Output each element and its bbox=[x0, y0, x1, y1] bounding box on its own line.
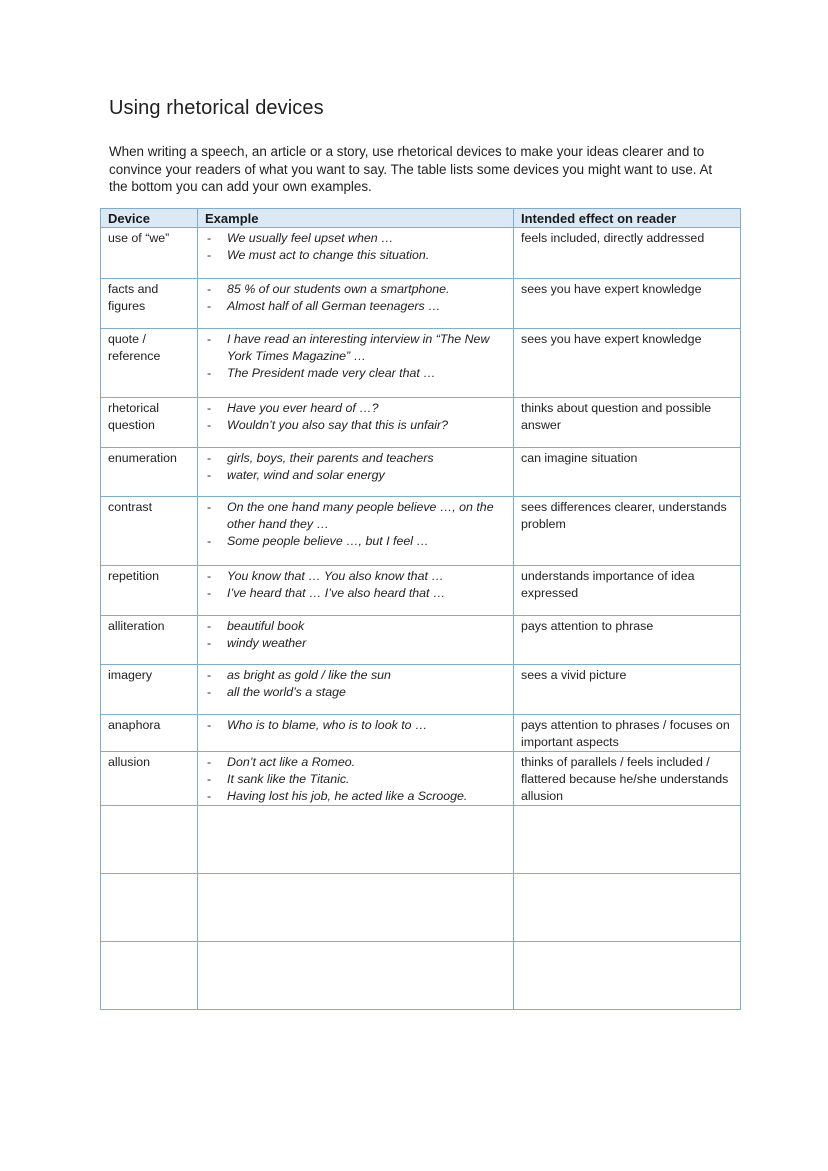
effect-cell: sees you have expert knowledge bbox=[514, 329, 741, 398]
effect-cell: sees you have expert knowledge bbox=[514, 279, 741, 329]
empty-effect-cell bbox=[514, 874, 741, 942]
device-cell: alliteration bbox=[101, 616, 198, 665]
example-cell bbox=[198, 329, 514, 398]
example-item: - Having lost his job, he acted like a Scrooge. bbox=[205, 788, 507, 805]
effect-cell: feels included, directly addressed bbox=[514, 228, 741, 279]
example-item: - water, wind and solar energy bbox=[205, 467, 507, 484]
device-cell: facts and figures bbox=[101, 279, 198, 329]
table-row bbox=[101, 228, 741, 279]
table-row bbox=[101, 279, 741, 329]
empty-row bbox=[101, 806, 741, 874]
rhetorical-devices-table bbox=[100, 208, 741, 1010]
table-row bbox=[101, 715, 741, 752]
example-item: - 85 % of our students own a smartphone. bbox=[205, 281, 507, 298]
empty-row bbox=[101, 874, 741, 942]
example-item: - I’ve heard that … I’ve also heard that … bbox=[205, 585, 507, 602]
example-item: - as bright as gold / like the sun bbox=[205, 667, 507, 684]
empty-example-cell bbox=[198, 942, 514, 1010]
example-item: - We usually feel upset when … bbox=[205, 230, 507, 247]
example-item: - Wouldn’t you also say that this is unfair? bbox=[205, 417, 507, 434]
effect-cell: sees differences clearer, understands problem bbox=[514, 497, 741, 566]
example-item: - The President made very clear that … bbox=[205, 365, 507, 382]
table-row bbox=[101, 448, 741, 497]
table-row bbox=[101, 398, 741, 448]
effect-cell: can imagine situation bbox=[514, 448, 741, 497]
example-item: - I have read an interesting interview in “The New York Times Magazine” … bbox=[205, 331, 507, 365]
example-item: - all the world’s a stage bbox=[205, 684, 507, 701]
table-row bbox=[101, 665, 741, 715]
device-cell: enumeration bbox=[101, 448, 198, 497]
example-item: - Who is to blame, who is to look to … bbox=[205, 717, 507, 734]
header-device: Device bbox=[101, 209, 198, 228]
device-cell: contrast bbox=[101, 497, 198, 566]
intro-paragraph: When writing a speech, an article or a story, use rhetorical devices to make your ideas clearer and to convince your readers of what you want to say. The table lists some devices you might want to use. At the bottom you can add your own examples. bbox=[109, 144, 713, 195]
effect-cell: sees a vivid picture bbox=[514, 665, 741, 715]
empty-row bbox=[101, 942, 741, 1010]
header-example: Example bbox=[198, 209, 514, 228]
example-item: - Almost half of all German teenagers … bbox=[205, 298, 507, 315]
table-row bbox=[101, 329, 741, 398]
example-item: - On the one hand many people believe …, on the other hand they … bbox=[205, 499, 507, 533]
device-cell: imagery bbox=[101, 665, 198, 715]
table-row bbox=[101, 497, 741, 566]
empty-device-cell bbox=[101, 806, 198, 874]
example-cell bbox=[198, 566, 514, 616]
example-item: - beautiful book bbox=[205, 618, 507, 635]
example-cell bbox=[198, 448, 514, 497]
example-item: - girls, boys, their parents and teachers bbox=[205, 450, 507, 467]
example-item: - We must act to change this situation. bbox=[205, 247, 507, 264]
table-row bbox=[101, 566, 741, 616]
device-cell: repetition bbox=[101, 566, 198, 616]
example-item: - You know that … You also know that … bbox=[205, 568, 507, 585]
effect-cell: pays attention to phrase bbox=[514, 616, 741, 665]
example-item: - Some people believe …, but I feel … bbox=[205, 533, 507, 550]
example-cell bbox=[198, 616, 514, 665]
example-item: - It sank like the Titanic. bbox=[205, 771, 507, 788]
effect-cell: understands importance of idea expressed bbox=[514, 566, 741, 616]
empty-example-cell bbox=[198, 874, 514, 942]
page-title: Using rhetorical devices bbox=[109, 97, 324, 119]
device-cell: quote / reference bbox=[101, 329, 198, 398]
example-cell bbox=[198, 398, 514, 448]
empty-device-cell bbox=[101, 942, 198, 1010]
device-cell: allusion bbox=[101, 752, 198, 806]
effect-cell: pays attention to phrases / focuses on important aspects bbox=[514, 715, 741, 752]
example-cell bbox=[198, 715, 514, 752]
table-row bbox=[101, 752, 741, 806]
example-cell bbox=[198, 228, 514, 279]
empty-effect-cell bbox=[514, 942, 741, 1010]
effect-cell: thinks of parallels / feels included / flattered because he/she understands allusion bbox=[514, 752, 741, 806]
table-row bbox=[101, 616, 741, 665]
example-cell bbox=[198, 665, 514, 715]
example-item: - Have you ever heard of …? bbox=[205, 400, 507, 417]
example-cell bbox=[198, 497, 514, 566]
empty-device-cell bbox=[101, 874, 198, 942]
device-cell: use of “we” bbox=[101, 228, 198, 279]
example-item: - Don’t act like a Romeo. bbox=[205, 754, 507, 771]
example-cell bbox=[198, 279, 514, 329]
device-cell: rhetorical question bbox=[101, 398, 198, 448]
example-cell bbox=[198, 752, 514, 806]
device-cell: anaphora bbox=[101, 715, 198, 752]
header-effect: Intended effect on reader bbox=[514, 209, 741, 228]
empty-effect-cell bbox=[514, 806, 741, 874]
table-header-row bbox=[101, 209, 741, 228]
effect-cell: thinks about question and possible answer bbox=[514, 398, 741, 448]
example-item: - windy weather bbox=[205, 635, 507, 652]
empty-example-cell bbox=[198, 806, 514, 874]
